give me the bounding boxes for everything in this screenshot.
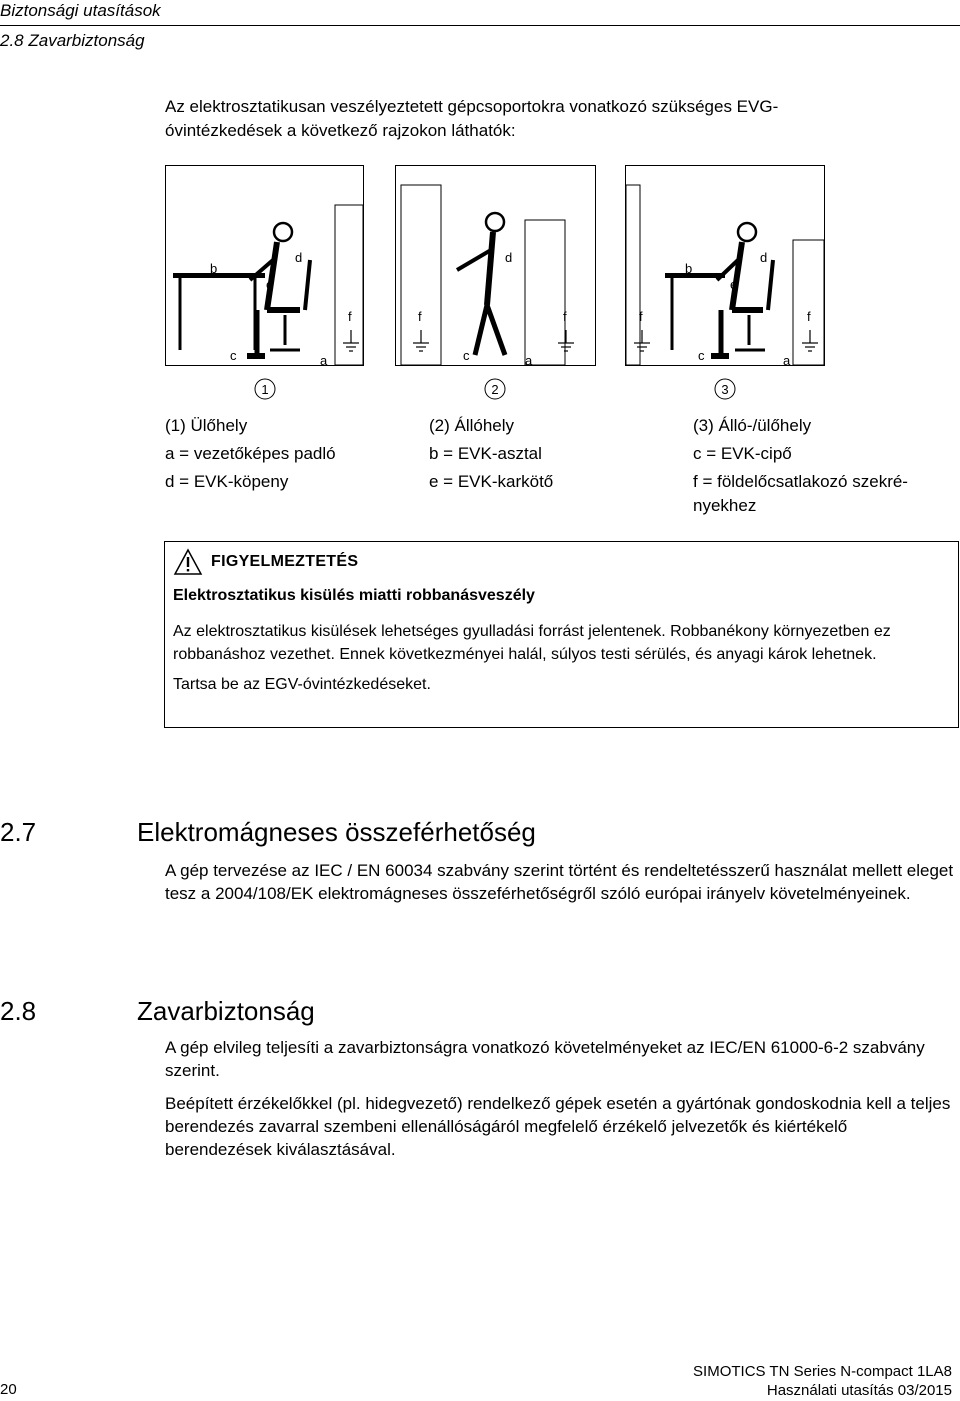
- legend-item: d = EVK-köpeny: [165, 472, 289, 491]
- label-f-3b: f: [807, 309, 811, 324]
- section-2-7-number: 2.7: [0, 817, 37, 847]
- callout-1: 1: [261, 382, 269, 397]
- label-a-2: a: [525, 353, 533, 368]
- legend-item: (1) Ülőhely: [165, 416, 248, 435]
- legend-item: (2) Állóhely: [429, 416, 515, 435]
- label-c-3: c: [698, 348, 705, 363]
- legend-item: c = EVK-cipő: [693, 444, 792, 463]
- label-e-3: e: [730, 277, 738, 292]
- footer-product: SIMOTICS TN Series N-compact 1LA8: [693, 1363, 952, 1380]
- legend-item: e = EVK-karkötő: [429, 472, 554, 491]
- header-title: Biztonsági utasítások: [0, 1, 161, 20]
- sitting-workplace-drawing: [173, 205, 363, 368]
- esd-workplace-figure: [165, 165, 825, 410]
- header-divider: [0, 25, 960, 26]
- label-f: f: [348, 309, 352, 324]
- section-2-8-body: [165, 1036, 955, 1171]
- warning-subtitle: Elektrosztatikus kisülés miatti robbanásveszély: [173, 587, 535, 604]
- section-2-8-title: Zavarbiztonság: [137, 996, 315, 1026]
- legend-item: nyekhez: [693, 496, 757, 515]
- standing-workplace-drawing: [401, 185, 574, 368]
- label-c: c: [230, 348, 237, 363]
- warning-instruction: Tartsa be az EGV-óvintézkedéseket.: [173, 676, 431, 693]
- section-2-8-text-1: A gép elvileg teljesíti a zavarbiztonságra vonatkozó követelményeket az IEC/EN 61000-6-2 szabvány szerint.: [165, 1038, 925, 1080]
- legend-col-3: [693, 414, 908, 518]
- label-b-3: b: [685, 261, 693, 276]
- legend-item: f = földelőcsatlakozó szekré-: [693, 472, 908, 491]
- label-a-3: a: [783, 353, 791, 368]
- legend-item: b = EVK-asztal: [429, 444, 542, 463]
- panel-stand-sit: [626, 166, 825, 366]
- label-d-2: d: [505, 250, 513, 265]
- header-subtitle: 2.8 Zavarbiztonság: [0, 31, 145, 50]
- warning-body: [173, 620, 943, 703]
- footer-manual: Használati utasítás 03/2015: [766, 1382, 952, 1399]
- section-2-8-text-2: Beépített érzékelőkkel (pl. hidegvezető) rendelkező gépek esetén a gyártónak gondoskodnia kell a teljes berendezés zavarral szembeni ellenállóságáról megfelelő érzékelő jelvezetők és kiértékelő berendezések kiválasztásával.: [165, 1094, 951, 1159]
- warning-text: Az elektrosztatikus kisülések lehetséges gyulladási forrást jelentenek. Robbanékony környezetben ez robbanáshoz vezethet. Ennek következményei halál, súlyos testi sérülés, és anyagi károk lehetnek.: [173, 623, 891, 663]
- label-f-3a: f: [639, 309, 643, 324]
- label-a: a: [320, 353, 328, 368]
- warning-box: [164, 541, 959, 728]
- legend-item: a = vezetőképes padló: [165, 444, 336, 463]
- section-2-7-title: Elektromágneses összeférhetőség: [137, 817, 536, 847]
- legend-col-1: [165, 414, 336, 494]
- section-2-8-number: 2.8: [0, 996, 37, 1026]
- label-f-2b: f: [563, 309, 567, 324]
- intro-text: Az elektrosztatikusan veszélyeztetett gépcsoportokra vonatkozó szükséges EVG-óvintézkedések a következő rajzokon láthatók:: [165, 97, 779, 140]
- label-c-2: c: [463, 348, 470, 363]
- page-number: 20: [0, 1381, 17, 1398]
- label-f-2a: f: [418, 309, 422, 324]
- section-2-7-text: A gép tervezése az IEC / EN 60034 szabvány szerint történt és rendeltetésszerű használat mellett eleget tesz a 2004/108/EK elektromágneses összeférhetőségről szóló európai irányelv követelményeinek.: [165, 861, 954, 903]
- label-b: b: [210, 261, 218, 276]
- label-d: d: [295, 250, 303, 265]
- callout-2: 2: [491, 382, 499, 397]
- warning-title: FIGYELMEZTETÉS: [211, 553, 359, 570]
- callout-3: 3: [721, 382, 729, 397]
- stand-sit-workplace-drawing: [626, 185, 824, 368]
- label-d-3: d: [760, 250, 768, 265]
- label-e: e: [266, 277, 274, 292]
- section-2-7-body: [165, 859, 955, 915]
- legend-col-2: [429, 414, 553, 494]
- warning-triangle-icon: [173, 548, 203, 576]
- legend-item: (3) Álló-/ülőhely: [693, 416, 812, 435]
